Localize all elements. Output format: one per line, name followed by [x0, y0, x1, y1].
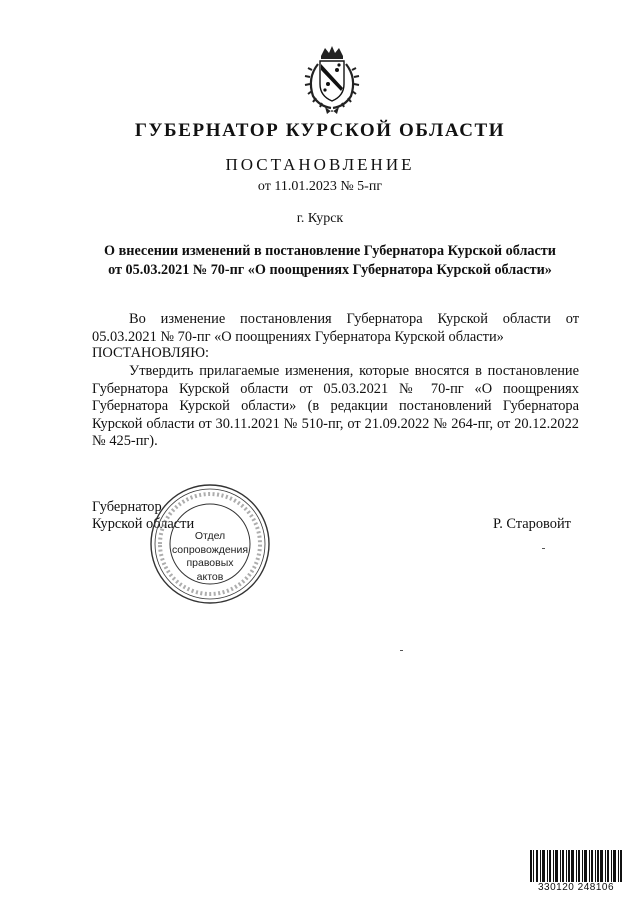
decree-word: ПОСТАНОВЛЯЮ: [92, 345, 210, 361]
document-type: ПОСТАНОВЛЕНИЕ [225, 155, 415, 174]
seal-line-3: правовых [186, 557, 234, 569]
seal-center-text [165, 530, 255, 584]
signature-mark [542, 548, 545, 549]
barcode-icon [530, 850, 622, 882]
barcode-number: 330120 248106 [537, 882, 615, 893]
body-paragraph-1: Во изменение постановления Губернатора Курской области от 05.03.2021 № 70-пг «О поощрениях Губернатора Курской области» [92, 311, 579, 345]
subject-line-1: О внесении изменений в постановление Губернатора Курской области [104, 243, 556, 259]
scan-speck [400, 650, 403, 651]
body-paragraph-2: Утвердить прилагаемые изменения, которые вносятся в постановление Губернатора Курской области от 05.03.2021 № 70-пг «О поощрениях Губернатора Курской области» (в редакции постановлений Губернатора Курской области от 30.11.2021 № 510-пг, от 21.09.2022 № 264-пг, от 20.12.2022 № 425-пг). [92, 363, 579, 449]
signatory-position-line-1: Губернатор [92, 499, 162, 515]
document-number: от 11.01.2023 № 5-пг [257, 179, 383, 194]
seal-line-1: Отдел [194, 530, 226, 542]
signatory-name: Р. Старовойт [493, 516, 571, 532]
kursk-coat-of-arms-icon [301, 44, 363, 116]
document-subject [80, 242, 580, 280]
issuer-title: ГУБЕРНАТОР КУРСКОЙ ОБЛАСТИ [134, 120, 506, 141]
subject-line-2: от 05.03.2021 № 70-пг «О поощрениях Губернатора Курской области» [108, 262, 552, 278]
seal-line-2: сопровождения [171, 543, 249, 556]
seal-line-4: актов [196, 570, 224, 583]
signatory-position-line-2: Курской области [92, 516, 195, 532]
document-city: г. Курск [296, 211, 344, 226]
